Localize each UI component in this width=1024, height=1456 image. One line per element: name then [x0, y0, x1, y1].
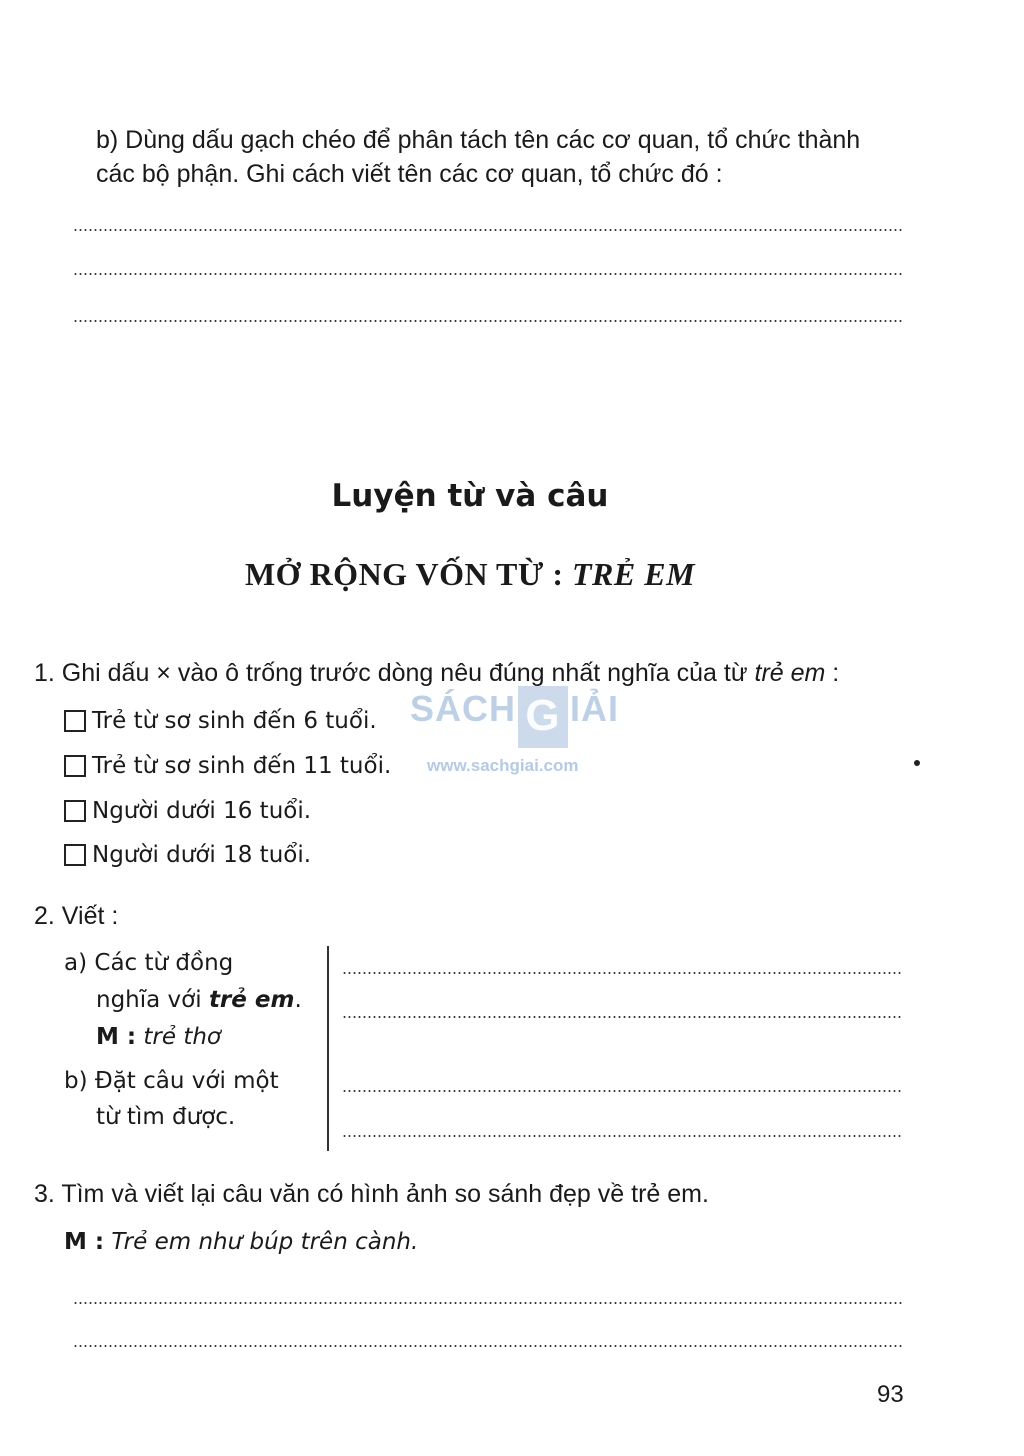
q2-a-suffix: .	[294, 987, 302, 1013]
q2-a-line-1: a) Các từ đồng	[64, 950, 234, 976]
part-b-line-1: b) Dùng dấu gạch chéo để phân tách tên các cơ quan, tổ chức thành	[96, 126, 861, 154]
answer-line[interactable]	[73, 1302, 903, 1304]
answer-line[interactable]	[342, 972, 902, 974]
answer-line[interactable]	[342, 1135, 902, 1137]
section-title: Luyện từ và câu	[331, 478, 609, 514]
q1-prompt	[34, 656, 839, 690]
checkbox[interactable]	[64, 710, 86, 732]
answer-line[interactable]	[73, 273, 903, 275]
q2-b-line-2: từ tìm được.	[96, 1104, 236, 1130]
page-number: 93	[877, 1381, 904, 1408]
q2-a-example-label: M :	[96, 1024, 137, 1050]
option-label: Trẻ từ sơ sinh đến 6 tuổi.	[92, 708, 377, 734]
q2-a-example	[96, 1019, 221, 1056]
q1-option[interactable]	[64, 842, 311, 868]
checkbox[interactable]	[64, 844, 86, 866]
q1-option[interactable]	[64, 708, 377, 734]
answer-line[interactable]	[73, 229, 903, 231]
watermark-letter: G	[518, 686, 568, 748]
q2-b-line-1: b) Đặt câu với một	[64, 1068, 279, 1094]
q2-heading: 2. Viết :	[34, 902, 119, 930]
subtitle-prefix: MỞ RỘNG VỐN TỪ :	[244, 556, 572, 592]
option-label: Trẻ từ sơ sinh đến 11 tuổi.	[92, 753, 392, 779]
answer-line[interactable]	[342, 1090, 902, 1092]
answer-line[interactable]	[73, 320, 903, 322]
q3-example	[64, 1224, 418, 1261]
q3-example-text: Trẻ em như búp trên cành.	[104, 1229, 419, 1255]
answer-line[interactable]	[342, 1016, 902, 1018]
q1-option[interactable]	[64, 798, 311, 824]
section-subtitle	[0, 556, 940, 593]
part-b-line-2: các bộ phận. Ghi cách viết tên các cơ quan, tổ chức đó :	[96, 160, 723, 188]
option-label: Người dưới 18 tuổi.	[92, 842, 312, 868]
q2-a-line-2	[96, 982, 302, 1019]
watermark-url: www.sachgiai.com	[427, 756, 579, 775]
watermark-left: SÁCH	[410, 688, 517, 730]
q2-a-prefix: nghĩa với	[96, 987, 209, 1013]
q1-suffix: :	[825, 659, 840, 687]
q2-a-example-text: trẻ thơ	[136, 1024, 222, 1050]
print-speck	[914, 760, 920, 766]
subtitle-topic: TRẺ EM	[571, 556, 696, 592]
watermark-logo	[410, 686, 619, 748]
checkbox[interactable]	[64, 755, 86, 777]
checkbox[interactable]	[64, 800, 86, 822]
q3-heading: 3. Tìm và viết lại câu văn có hình ảnh so sánh đẹp về trẻ em.	[34, 1180, 709, 1208]
option-label: Người dưới 16 tuổi.	[92, 798, 312, 824]
q3-example-label: M :	[64, 1229, 105, 1255]
answer-line[interactable]	[73, 1345, 903, 1347]
q1-prefix: 1. Ghi dấu × vào ô trống trước dòng nêu đúng nhất nghĩa của từ	[34, 659, 755, 687]
watermark-right: IẢI	[570, 688, 620, 730]
column-divider	[327, 946, 329, 1151]
q2-a-term: trẻ em	[208, 987, 295, 1013]
q1-option[interactable]	[64, 753, 391, 779]
q1-term: trẻ em	[754, 659, 826, 687]
